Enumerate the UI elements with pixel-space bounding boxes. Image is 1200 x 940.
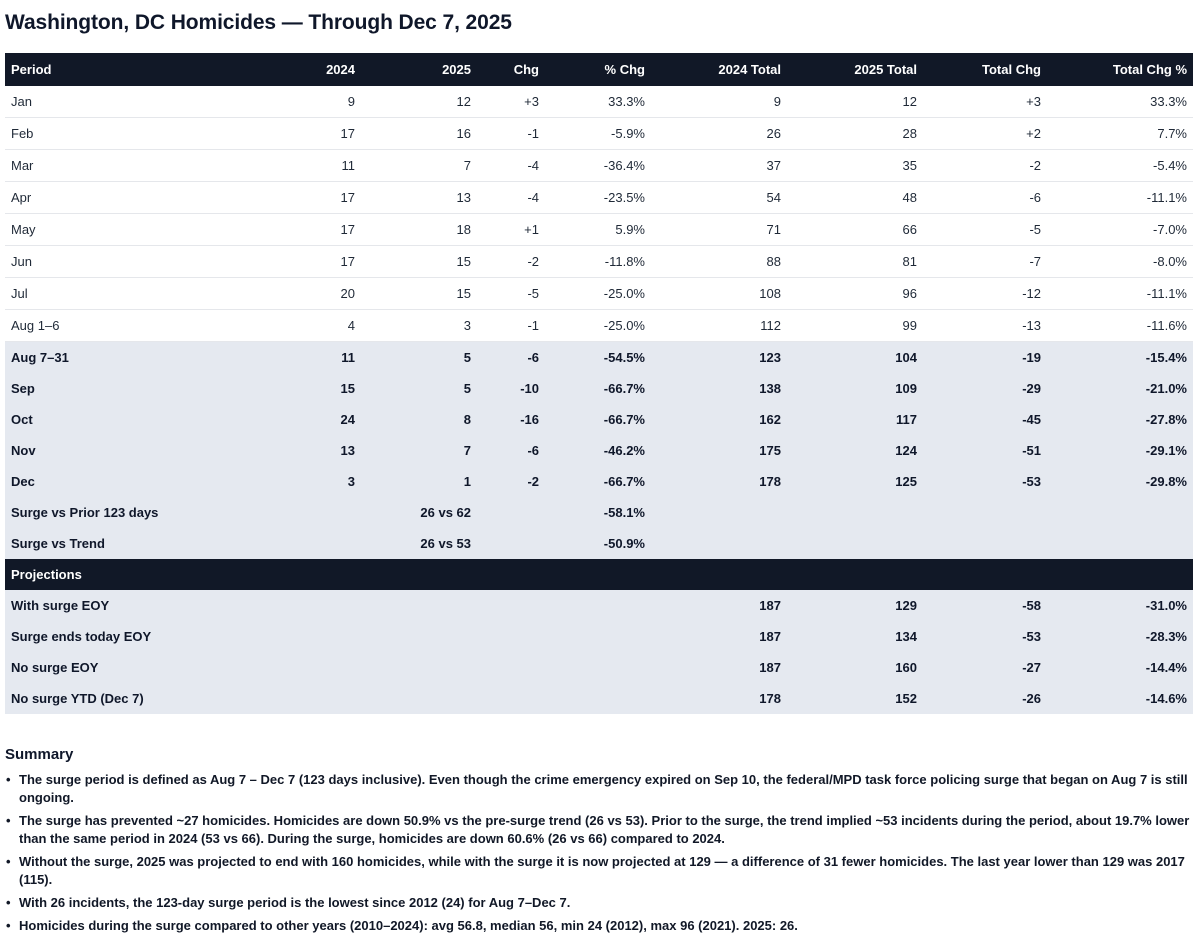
table-cell: -7.0% [1047, 214, 1193, 246]
row-label: May [5, 214, 269, 246]
table-cell: -12 [923, 278, 1047, 310]
table-cell: -29.1% [1047, 435, 1193, 466]
table-cell: -54.5% [545, 342, 651, 374]
table-cell: 178 [651, 466, 787, 497]
row-label: Aug 7–31 [5, 342, 269, 374]
table-cell: 108 [651, 278, 787, 310]
table-cell: -5.4% [1047, 150, 1193, 182]
summary-item: • The surge has prevented ~27 homicides. Homicides are down 50.9% vs the pre-surge trend (26 vs 53). Prior to the surge, the trend implied ~53 incidents during the period, about 19.7% lower than the same period in 2024 (53 vs 66). During the surge, homicides are down 60.6% (26 vs 66) compared to 2024. [19, 812, 1200, 848]
table-row [5, 342, 1193, 374]
table-cell: 7 [361, 150, 477, 182]
table-cell: 178 [651, 683, 787, 714]
table-cell [269, 590, 361, 621]
table-cell: -21.0% [1047, 373, 1193, 404]
column-header: 2024 [269, 53, 361, 86]
table-cell: 124 [787, 435, 923, 466]
table-cell: 33.3% [545, 86, 651, 118]
table-cell: -31.0% [1047, 590, 1193, 621]
table-cell: 5 [361, 342, 477, 374]
table-cell: 35 [787, 150, 923, 182]
column-header: Total Chg % [1047, 53, 1193, 86]
row-label: Oct [5, 404, 269, 435]
table-cell: -8.0% [1047, 246, 1193, 278]
column-header: Period [5, 53, 269, 86]
row-label: Jun [5, 246, 269, 278]
table-cell: 162 [651, 404, 787, 435]
table-row [5, 590, 1193, 621]
table-cell: -66.7% [545, 404, 651, 435]
table-cell: 18 [361, 214, 477, 246]
table-cell: 16 [361, 118, 477, 150]
table-cell: -51 [923, 435, 1047, 466]
table-row [5, 373, 1193, 404]
table-cell: -29.8% [1047, 466, 1193, 497]
table-cell: -46.2% [545, 435, 651, 466]
table-cell: 33.3% [1047, 86, 1193, 118]
summary-item: • Homicides during the surge compared to other years (2010–2024): avg 56.8, median 56, min 24 (2012), max 96 (2021). 2025: 26. [19, 917, 1200, 935]
table-cell: 66 [787, 214, 923, 246]
table-cell: 11 [269, 150, 361, 182]
column-header: 2024 Total [651, 53, 787, 86]
table-cell: 20 [269, 278, 361, 310]
table-row [5, 278, 1193, 310]
table-cell: 15 [269, 373, 361, 404]
table-cell [361, 652, 477, 683]
table-cell: 12 [361, 86, 477, 118]
column-header: % Chg [545, 53, 651, 86]
table-cell: 152 [787, 683, 923, 714]
table-cell [477, 652, 545, 683]
section-header-row [5, 559, 1193, 590]
table-cell: -25.0% [545, 310, 651, 342]
table-cell [361, 621, 477, 652]
row-label: Apr [5, 182, 269, 214]
table-cell: 9 [269, 86, 361, 118]
table-cell: 8 [361, 404, 477, 435]
row-label: No surge YTD (Dec 7) [5, 683, 269, 714]
table-body [5, 86, 1193, 714]
table-cell: -23.5% [545, 182, 651, 214]
table-cell: 11 [269, 342, 361, 374]
table-cell: -11.1% [1047, 278, 1193, 310]
table-cell: -14.6% [1047, 683, 1193, 714]
table-row [5, 528, 1193, 559]
table-cell [477, 528, 545, 559]
table-cell: -6 [923, 182, 1047, 214]
table-cell [269, 621, 361, 652]
table-cell: 96 [787, 278, 923, 310]
table-cell: 15 [361, 246, 477, 278]
table-cell: -6 [477, 342, 545, 374]
table-cell [1047, 497, 1193, 528]
table-cell: -66.7% [545, 466, 651, 497]
table-cell [545, 621, 651, 652]
table-cell [477, 683, 545, 714]
table-cell: -53 [923, 621, 1047, 652]
table-cell: 17 [269, 246, 361, 278]
table-cell: 37 [651, 150, 787, 182]
table-cell: 48 [787, 182, 923, 214]
table-cell: -7 [923, 246, 1047, 278]
table-row [5, 150, 1193, 182]
table-row [5, 310, 1193, 342]
table-cell: +2 [923, 118, 1047, 150]
summary-item: • The surge period is defined as Aug 7 – Dec 7 (123 days inclusive). Even though the crime emergency expired on Sep 10, the federal/MPD task force policing surge that began on Aug 7 is still ongoing. [19, 771, 1200, 807]
table-cell: -10 [477, 373, 545, 404]
table-cell: -5.9% [545, 118, 651, 150]
table-row [5, 683, 1193, 714]
row-label: With surge EOY [5, 590, 269, 621]
table-cell: 112 [651, 310, 787, 342]
table-cell: 17 [269, 182, 361, 214]
table-cell [651, 528, 787, 559]
table-cell: 26 vs 53 [361, 528, 477, 559]
table-cell [477, 590, 545, 621]
table-cell: -2 [477, 246, 545, 278]
table-row [5, 652, 1193, 683]
summary-list [5, 771, 1200, 940]
table-cell: -11.1% [1047, 182, 1193, 214]
table-cell: 187 [651, 652, 787, 683]
table-cell: 1 [361, 466, 477, 497]
table-cell: +3 [923, 86, 1047, 118]
table-cell [545, 683, 651, 714]
table-cell: 71 [651, 214, 787, 246]
table-cell: -2 [923, 150, 1047, 182]
table-cell: -53 [923, 466, 1047, 497]
table-cell: -27 [923, 652, 1047, 683]
table-cell: -1 [477, 310, 545, 342]
row-label: Aug 1–6 [5, 310, 269, 342]
table-cell: 129 [787, 590, 923, 621]
table-cell: -25.0% [545, 278, 651, 310]
row-label: Nov [5, 435, 269, 466]
table-cell: 104 [787, 342, 923, 374]
table-cell: 3 [269, 466, 361, 497]
table-cell [787, 528, 923, 559]
row-label: Surge vs Trend [5, 528, 269, 559]
page-title: Washington, DC Homicides — Through Dec 7, 2025 [5, 11, 512, 34]
table-cell [361, 683, 477, 714]
table-cell: +3 [477, 86, 545, 118]
table-cell: -58 [923, 590, 1047, 621]
table-cell: 134 [787, 621, 923, 652]
table-cell: -2 [477, 466, 545, 497]
table-cell: 5 [361, 373, 477, 404]
table-cell: 187 [651, 590, 787, 621]
section-header-cell: Projections [5, 559, 1193, 590]
table-cell: -29 [923, 373, 1047, 404]
table-cell: -4 [477, 182, 545, 214]
table-row [5, 404, 1193, 435]
table-cell [269, 528, 361, 559]
table-cell: -58.1% [545, 497, 651, 528]
table-cell: -66.7% [545, 373, 651, 404]
table-cell: 15 [361, 278, 477, 310]
table-cell: -45 [923, 404, 1047, 435]
table-cell [787, 497, 923, 528]
table-cell: 160 [787, 652, 923, 683]
table-cell: 117 [787, 404, 923, 435]
table-row [5, 435, 1193, 466]
table-cell: -16 [477, 404, 545, 435]
table-cell: 175 [651, 435, 787, 466]
table-cell [269, 497, 361, 528]
table-cell: 187 [651, 621, 787, 652]
table-cell: 125 [787, 466, 923, 497]
summary-item: • Without the surge, 2025 was projected to end with 160 homicides, while with the surge it is now projected at 129 — a difference of 31 fewer homicides. The last year lower than 129 was 2017 (115). [19, 853, 1200, 889]
table-cell: 17 [269, 118, 361, 150]
column-header: 2025 [361, 53, 477, 86]
table-cell: 7 [361, 435, 477, 466]
table-cell: -28.3% [1047, 621, 1193, 652]
table-cell [923, 528, 1047, 559]
row-label: Mar [5, 150, 269, 182]
column-header: Chg [477, 53, 545, 86]
table-cell: 24 [269, 404, 361, 435]
row-label: Dec [5, 466, 269, 497]
table-cell: 26 vs 62 [361, 497, 477, 528]
table-cell [269, 683, 361, 714]
table-cell: -13 [923, 310, 1047, 342]
table-cell: -19 [923, 342, 1047, 374]
homicides-table [5, 53, 1193, 714]
table-cell: 13 [269, 435, 361, 466]
table-cell: -6 [477, 435, 545, 466]
row-label: No surge EOY [5, 652, 269, 683]
table-cell [545, 590, 651, 621]
table-cell: 13 [361, 182, 477, 214]
table-cell: 9 [651, 86, 787, 118]
table-cell: 88 [651, 246, 787, 278]
table-cell: -5 [923, 214, 1047, 246]
table-row [5, 246, 1193, 278]
table-cell: 81 [787, 246, 923, 278]
table-cell: 26 [651, 118, 787, 150]
column-header: 2025 Total [787, 53, 923, 86]
table-cell: 17 [269, 214, 361, 246]
summary-heading: Summary [5, 746, 74, 763]
table-cell: -1 [477, 118, 545, 150]
table-cell: -26 [923, 683, 1047, 714]
table-cell: -5 [477, 278, 545, 310]
table-cell: -4 [477, 150, 545, 182]
row-label: Feb [5, 118, 269, 150]
table-cell [477, 497, 545, 528]
table-cell: -11.8% [545, 246, 651, 278]
table-cell [269, 652, 361, 683]
table-cell [1047, 528, 1193, 559]
table-cell [477, 621, 545, 652]
table-cell: 28 [787, 118, 923, 150]
summary-item: • With 26 incidents, the 123-day surge period is the lowest since 2012 (24) for Aug 7–Dec 7. [19, 894, 1200, 912]
table-cell: -27.8% [1047, 404, 1193, 435]
table-cell [923, 497, 1047, 528]
column-header: Total Chg [923, 53, 1047, 86]
table-cell: 99 [787, 310, 923, 342]
table-cell: +1 [477, 214, 545, 246]
table-row [5, 118, 1193, 150]
table-cell: -15.4% [1047, 342, 1193, 374]
table-cell [361, 590, 477, 621]
table-cell: 4 [269, 310, 361, 342]
row-label: Sep [5, 373, 269, 404]
table-row [5, 621, 1193, 652]
table-cell: -50.9% [545, 528, 651, 559]
row-label: Surge ends today EOY [5, 621, 269, 652]
table-cell: -36.4% [545, 150, 651, 182]
table-cell: 3 [361, 310, 477, 342]
table-cell: -14.4% [1047, 652, 1193, 683]
table-cell: 109 [787, 373, 923, 404]
table-cell: 54 [651, 182, 787, 214]
table-cell: 7.7% [1047, 118, 1193, 150]
table-row [5, 86, 1193, 118]
table-row [5, 497, 1193, 528]
row-label: Jan [5, 86, 269, 118]
table-cell: 12 [787, 86, 923, 118]
row-label: Surge vs Prior 123 days [5, 497, 269, 528]
table-cell: 138 [651, 373, 787, 404]
row-label: Jul [5, 278, 269, 310]
header-row [5, 53, 1193, 86]
table-row [5, 214, 1193, 246]
table-cell [651, 497, 787, 528]
table-cell: 123 [651, 342, 787, 374]
table-row [5, 182, 1193, 214]
table-header [5, 53, 1193, 86]
table-cell: 5.9% [545, 214, 651, 246]
table-cell [545, 652, 651, 683]
table-cell: -11.6% [1047, 310, 1193, 342]
table-row [5, 466, 1193, 497]
